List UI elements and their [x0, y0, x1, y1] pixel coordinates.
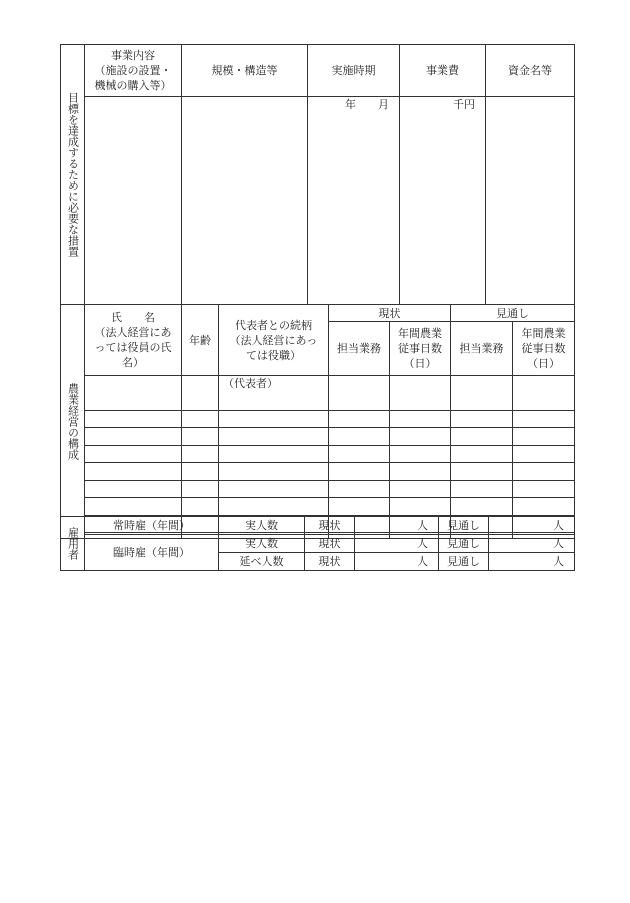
farm-row-cell[interactable]: [329, 481, 390, 498]
employees-table: [60, 516, 575, 571]
farm-row-cell[interactable]: [390, 463, 451, 481]
farm-row-cell[interactable]: [182, 463, 219, 481]
input-project-content[interactable]: [85, 97, 182, 305]
farm-row-cell[interactable]: [513, 446, 575, 463]
regular-outlook-input[interactable]: 人: [489, 517, 575, 535]
header-current-duty: 担当業務: [329, 322, 390, 376]
farm-row-cell[interactable]: [390, 498, 451, 516]
regular-current-input[interactable]: 人: [355, 517, 439, 535]
farm-row-cell[interactable]: [85, 498, 182, 516]
header-relation: 代表者との続柄 （法人経営にあっ ては役職）: [219, 305, 329, 376]
farm-row-cell[interactable]: [513, 463, 575, 481]
farm-row-cell[interactable]: [329, 428, 390, 446]
farm-row-cell[interactable]: [85, 428, 182, 446]
temp-actual-current-input[interactable]: 人: [355, 535, 439, 553]
farm-row-cell[interactable]: [329, 446, 390, 463]
farm-row-cell[interactable]: [451, 481, 513, 498]
farm-side-label-cell: [61, 305, 85, 539]
farm-row-cell[interactable]: [182, 411, 219, 428]
farm-row-cell[interactable]: [329, 411, 390, 428]
farm-row-cell[interactable]: [219, 463, 329, 481]
farm-row-cell[interactable]: [390, 446, 451, 463]
farm-row-cell[interactable]: [85, 481, 182, 498]
farm-row-cell[interactable]: [513, 428, 575, 446]
input-fund[interactable]: [486, 97, 575, 305]
farm-row-1-out-duty[interactable]: [451, 376, 513, 411]
temp-actual-outlook-label: 見通し: [439, 535, 489, 553]
farm-row-cell[interactable]: [85, 446, 182, 463]
farm-row-cell[interactable]: [329, 463, 390, 481]
unit-period: 年 月: [345, 98, 389, 111]
employ-side-label-cell: [61, 517, 85, 571]
representative-label: （代表者）: [223, 377, 278, 390]
header-fund: 資金名等: [486, 45, 575, 97]
farm-row-cell[interactable]: [451, 446, 513, 463]
farm-row-cell[interactable]: [451, 428, 513, 446]
input-period[interactable]: [308, 97, 400, 305]
farm-row-cell[interactable]: [182, 446, 219, 463]
measures-table: [60, 44, 575, 305]
temp-total-current-input[interactable]: 人: [355, 553, 439, 571]
farm-row-1-age[interactable]: [182, 376, 219, 411]
farm-row-cell[interactable]: [390, 481, 451, 498]
temp-actual-current-label: 現状: [305, 535, 355, 553]
farm-row-cell[interactable]: [85, 463, 182, 481]
temp-actual-count-label: 実人数: [219, 535, 305, 553]
farm-row-cell[interactable]: [219, 428, 329, 446]
input-scale[interactable]: [182, 97, 308, 305]
farm-row-1-name[interactable]: [85, 376, 182, 411]
farm-row-1-cur-duty[interactable]: [329, 376, 390, 411]
temp-total-outlook-label: 見通し: [439, 553, 489, 571]
header-outlook: 見通し: [451, 305, 575, 322]
regular-outlook-label: 見通し: [439, 517, 489, 535]
header-project-content: 事業内容 （施設の設置・ 機械の購入等）: [85, 45, 182, 97]
farm-row-cell[interactable]: [390, 411, 451, 428]
farm-row-cell[interactable]: [219, 446, 329, 463]
farm-row-cell[interactable]: [390, 428, 451, 446]
header-outlook-duty: 担当業務: [451, 322, 513, 376]
temp-total-current-label: 現状: [305, 553, 355, 571]
farm-row-cell[interactable]: [451, 498, 513, 516]
header-current: 現状: [329, 305, 451, 322]
farm-row-1-out-days[interactable]: [513, 376, 575, 411]
farm-row-cell[interactable]: [219, 411, 329, 428]
regular-current-label: 現状: [305, 517, 355, 535]
temp-total-count-label: 延べ人数: [219, 553, 305, 571]
measures-side-label-cell: [61, 45, 85, 305]
farm-row-cell[interactable]: [513, 481, 575, 498]
regular-employment-label: 常時雇（年間）: [85, 517, 219, 535]
measures-side-label: 目標を達成するために必要な措置: [66, 92, 80, 257]
header-age: 年齢: [182, 305, 219, 376]
farm-row-cell[interactable]: [182, 481, 219, 498]
farm-row-cell[interactable]: [513, 498, 575, 516]
farm-row-cell[interactable]: [85, 411, 182, 428]
header-name: 氏 名 （法人経営にあ っては役員の氏 名）: [85, 305, 182, 376]
farm-row-cell[interactable]: [451, 463, 513, 481]
farm-row-cell[interactable]: [513, 411, 575, 428]
regular-actual-count-label: 実人数: [219, 517, 305, 535]
header-scale: 規模・構造等: [182, 45, 308, 97]
temp-total-outlook-input[interactable]: 人: [489, 553, 575, 571]
employ-side-label: 雇用者: [66, 527, 80, 560]
farm-row-cell[interactable]: [182, 498, 219, 516]
temp-actual-outlook-input[interactable]: 人: [489, 535, 575, 553]
farm-row-cell[interactable]: [182, 428, 219, 446]
farm-row-cell[interactable]: [451, 411, 513, 428]
header-outlook-days: 年間農業 従事日数 （日）: [513, 322, 575, 376]
input-cost[interactable]: [400, 97, 486, 305]
unit-cost: 千円: [453, 98, 475, 111]
header-current-days: 年間農業 従事日数 （日）: [390, 322, 451, 376]
farm-row-cell[interactable]: [219, 498, 329, 516]
farm-composition-table: [60, 304, 575, 539]
farm-row-1-relation[interactable]: [219, 376, 329, 411]
temporary-employment-label: 臨時雇（年間）: [85, 535, 219, 571]
farm-side-label: 農業経営の構成: [66, 383, 80, 460]
farm-row-cell[interactable]: [329, 498, 390, 516]
header-period: 実施時期: [308, 45, 400, 97]
farm-row-1-cur-days[interactable]: [390, 376, 451, 411]
farm-row-cell[interactable]: [219, 481, 329, 498]
header-cost: 事業費: [400, 45, 486, 97]
